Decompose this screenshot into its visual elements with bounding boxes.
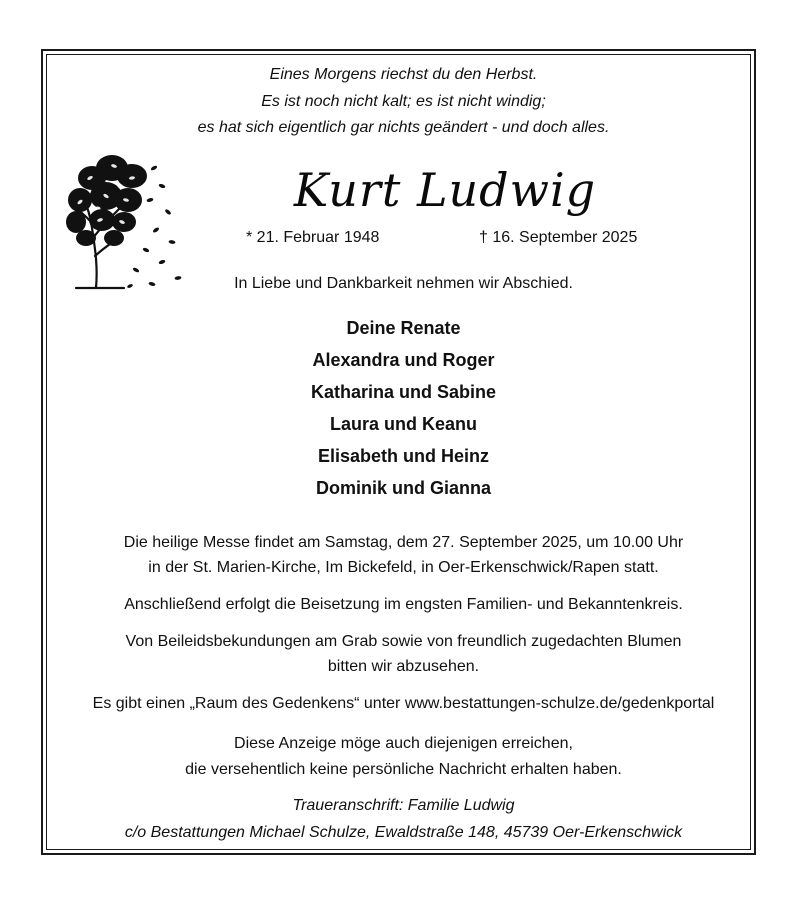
- mass-line-2: in der St. Marien-Kirche, Im Bickefeld, in Oer-Erkenschwick/Rapen statt.: [148, 559, 659, 576]
- birth-date: * 21. Februar 1948: [246, 229, 380, 246]
- burial-text: Anschließend erfolgt die Beisetzung im engsten Familien- und Bekanntenkreis.: [124, 596, 683, 613]
- mourner-6: Dominik und Gianna: [315, 478, 491, 498]
- reach-line-2: die versehentlich keine persönliche Nachricht erhalten haben.: [185, 761, 622, 778]
- mass-line-1: Die heilige Messe findet am Samstag, dem 27. September 2025, um 10.00 Uhr: [123, 534, 684, 551]
- reach-line-1: Diese Anzeige möge auch diejenigen erreichen,: [234, 735, 573, 752]
- poem-line-3: es hat sich eigentlich gar nichts geändert - und doch alles.: [197, 119, 610, 136]
- mourner-2: Alexandra und Roger: [312, 350, 495, 370]
- mourner-3: Katharina und Sabine: [310, 382, 497, 402]
- condolence-line-1: Von Beileidsbekundungen am Grab sowie von freundlich zugedachten Blumen: [125, 633, 682, 650]
- address-line-1: Traueranschrift: Familie Ludwig: [292, 797, 515, 814]
- deceased-name: Kurt Ludwig: [293, 163, 597, 217]
- farewell-text: In Liebe und Dankbarkeit nehmen wir Abschied.: [234, 275, 573, 292]
- poem-line-2: Es ist noch nicht kalt; es ist nicht windig;: [261, 93, 546, 110]
- poem-line-1: Eines Morgens riechst du den Herbst.: [269, 66, 538, 83]
- mourner-4: Laura und Keanu: [329, 414, 477, 434]
- mourner-5: Elisabeth und Heinz: [317, 446, 490, 466]
- autumn-tree-icon: [62, 138, 192, 298]
- address-line-2: c/o Bestattungen Michael Schulze, Ewaldstraße 148, 45739 Oer-Erkenschwick: [124, 824, 683, 841]
- death-date: † 16. September 2025: [479, 229, 638, 246]
- condolence-line-2: bitten wir abzusehen.: [327, 658, 480, 675]
- mourner-1: Deine Renate: [346, 318, 461, 338]
- memorial-text: Es gibt einen „Raum des Gedenkens“ unter www.bestattungen-schulze.de/gedenkportal: [92, 695, 715, 712]
